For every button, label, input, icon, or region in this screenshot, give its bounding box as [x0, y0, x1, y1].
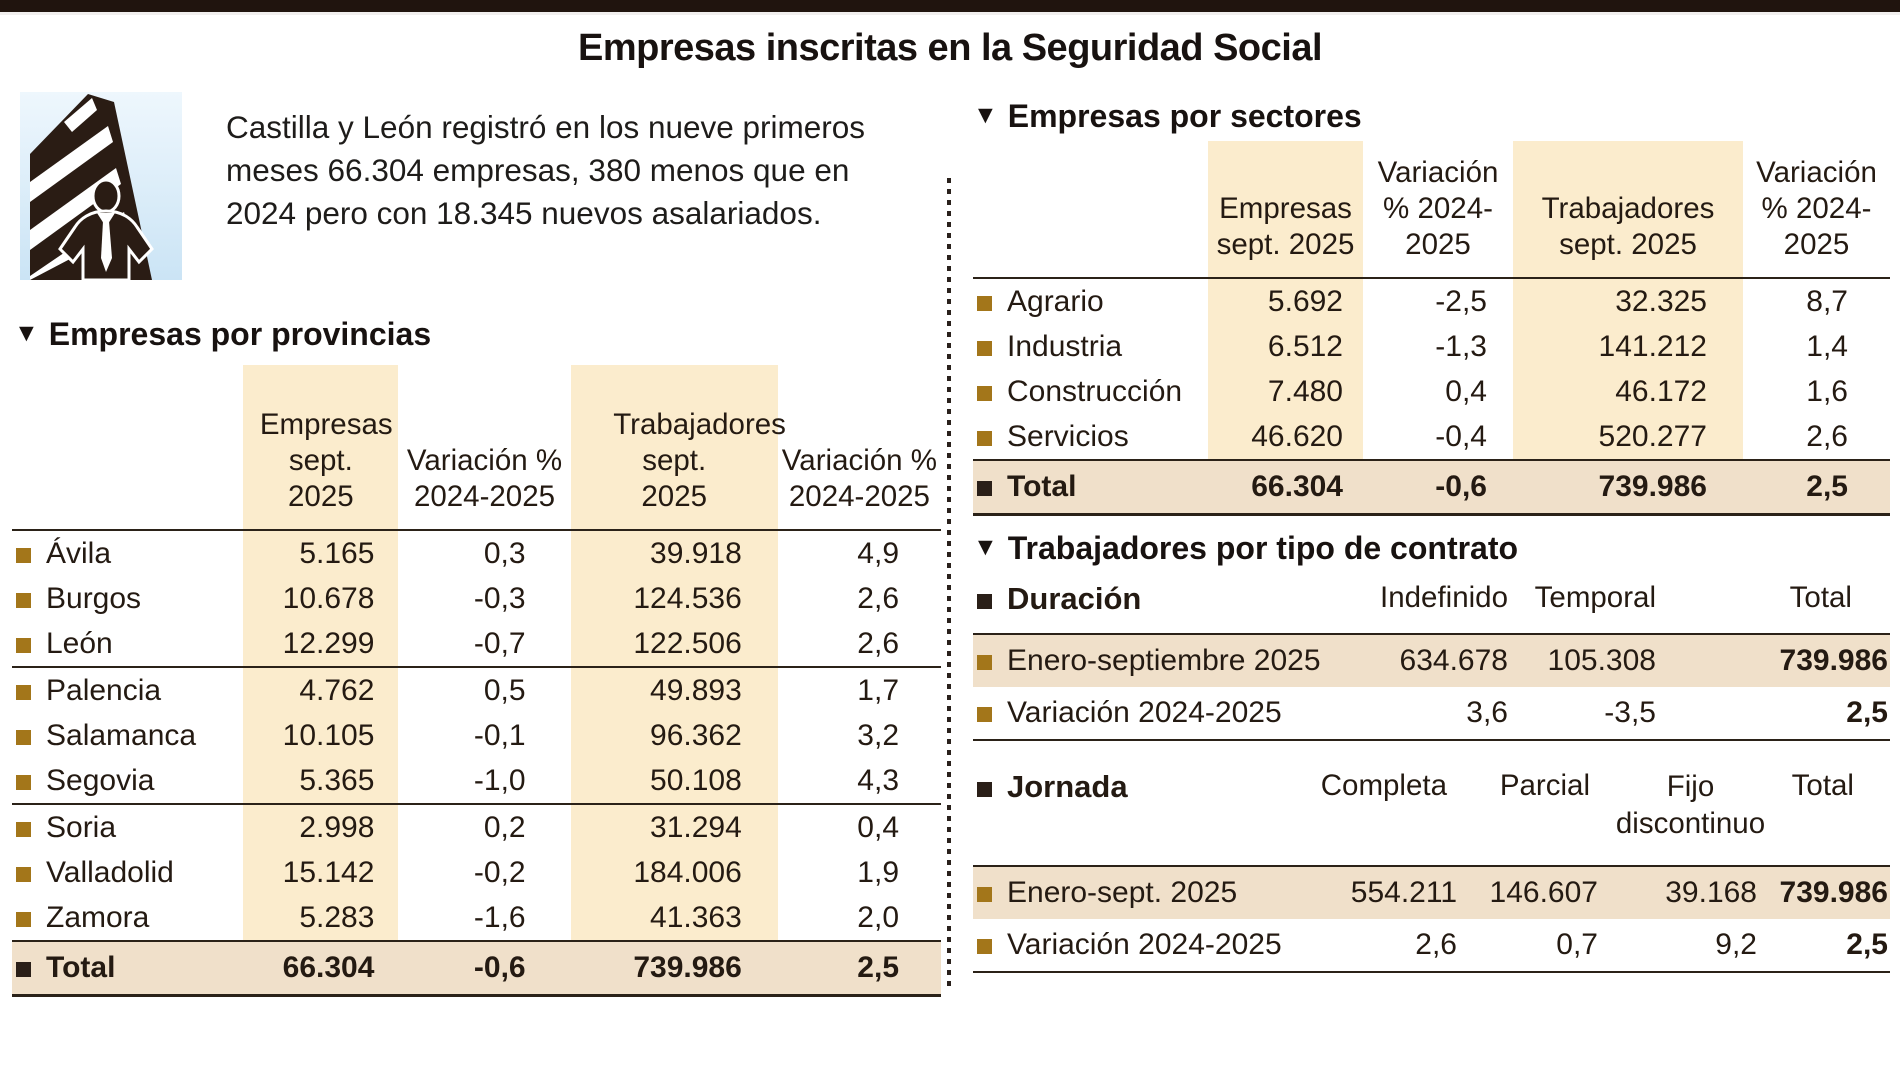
bullet-icon	[16, 822, 31, 837]
num-cell: 2,5	[1743, 460, 1890, 515]
label-cell: Segovia	[12, 758, 243, 804]
num-cell: 2.998	[243, 804, 398, 850]
num-cell: 146.607	[1463, 866, 1608, 919]
col-header: Trabajadores sept. 2025	[571, 365, 778, 530]
table-row	[973, 369, 1890, 414]
num-cell: 50.108	[571, 758, 778, 804]
col-header: Variación % 2024-2025	[398, 365, 570, 530]
num-cell: -0,3	[473, 581, 526, 615]
section-title-contrato	[973, 530, 1890, 567]
num-cell: 4.762	[243, 667, 398, 713]
num-cell: 0,4	[1445, 374, 1487, 408]
table-row	[973, 866, 1890, 919]
num-cell: 141.212	[1513, 324, 1743, 369]
num-cell: -0,7	[398, 621, 570, 667]
num-cell: 634.678	[1358, 634, 1518, 687]
label-cell: Servicios	[973, 414, 1208, 460]
num-cell: -2,5	[1435, 284, 1487, 318]
num-cell: -3,5	[1518, 687, 1666, 740]
label-cell: Burgos	[12, 576, 243, 621]
bullet-icon	[16, 775, 31, 790]
left-column	[12, 74, 947, 997]
col-header: Indefinido	[1358, 575, 1518, 634]
bullet-icon	[16, 962, 31, 977]
section-title-label: Empresas por sectores	[1007, 98, 1362, 134]
table-row	[12, 895, 941, 941]
num-cell: 46.620	[1208, 414, 1363, 460]
num-cell: 4,9	[857, 536, 900, 570]
sectors-table	[973, 141, 1890, 516]
table-row	[12, 530, 941, 576]
bullet-icon	[16, 593, 31, 608]
top-bar	[0, 0, 1900, 15]
triangle-down-icon: ▼	[14, 319, 39, 347]
num-cell: -1,6	[473, 900, 526, 934]
num-cell: 1,6	[1806, 374, 1848, 408]
num-cell: 8,7	[1806, 284, 1848, 318]
num-cell: 739.986	[571, 941, 778, 996]
num-cell: 2,6	[1806, 419, 1848, 453]
num-cell: 96.362	[571, 713, 778, 758]
bullet-icon	[16, 912, 31, 927]
company-building-logo	[12, 90, 190, 282]
bullet-icon	[977, 887, 992, 902]
label-cell: Palencia	[12, 667, 243, 713]
label-cell: Agrario	[973, 278, 1208, 324]
num-cell: 31.294	[571, 804, 778, 850]
table-row	[12, 621, 941, 667]
num-cell: 2,0	[857, 900, 900, 934]
bullet-icon	[977, 296, 992, 311]
num-cell: 5.283	[243, 895, 398, 941]
label-cell: Valladolid	[12, 850, 243, 895]
subheader-row	[973, 575, 1890, 634]
num-cell: 12.299	[243, 621, 398, 667]
total-row	[12, 941, 941, 996]
col-header: Empresas sept. 2025	[1208, 141, 1363, 278]
bullet-icon	[16, 867, 31, 882]
table-row	[12, 758, 941, 804]
label-cell: Variación 2024-2025	[973, 687, 1358, 740]
num-cell: 6.512	[1208, 324, 1363, 369]
num-cell: 5.692	[1208, 278, 1363, 324]
bullet-icon	[977, 655, 992, 670]
col-header: Total	[1773, 763, 1890, 866]
num-cell: 124.536	[571, 576, 778, 621]
bullet-icon	[977, 707, 992, 722]
num-cell: 184.006	[571, 850, 778, 895]
empty-header-cell	[973, 141, 1208, 278]
intro-text: Castilla y León registró en los nueve primeros meses 66.304 empresas, 380 menos que en 2024 pero con 18.345 nuevos asalariados.	[226, 109, 866, 232]
label-cell: Ávila	[12, 530, 243, 576]
num-cell: 39.168	[1608, 866, 1773, 919]
num-cell: -0,4	[1435, 419, 1487, 453]
bullet-icon	[16, 685, 31, 700]
intro-block	[12, 90, 941, 286]
col-header: Total	[1666, 575, 1890, 634]
label-cell: Zamora	[12, 895, 243, 941]
label-cell: Enero-sept. 2025	[973, 866, 1303, 919]
section-title-provincias	[14, 316, 941, 353]
table-row	[973, 687, 1890, 740]
bullet-icon	[977, 782, 992, 797]
jornada-table	[973, 763, 1890, 973]
label-cell: Salamanca	[12, 713, 243, 758]
num-cell: 1,4	[1806, 329, 1848, 363]
num-cell: 2,6	[857, 581, 900, 615]
num-cell: -0,6	[398, 941, 570, 996]
content	[0, 74, 1900, 997]
num-cell: 122.506	[571, 621, 778, 667]
bullet-icon	[16, 638, 31, 653]
table-row	[973, 324, 1890, 369]
num-cell: 39.918	[571, 530, 778, 576]
duracion-table	[973, 575, 1890, 741]
label-cell: Variación 2024-2025	[973, 919, 1303, 972]
table-row	[973, 414, 1890, 460]
subsection-label: Duración	[973, 575, 1358, 634]
num-cell: 0,4	[857, 810, 900, 844]
label-cell: León	[12, 621, 243, 667]
bullet-icon	[977, 431, 992, 446]
num-cell: 2,5	[1666, 687, 1890, 740]
num-cell: 5.365	[243, 758, 398, 804]
num-cell: 32.325	[1513, 278, 1743, 324]
num-cell: 10.678	[243, 576, 398, 621]
label-cell: Total	[973, 460, 1208, 515]
num-cell: 49.893	[571, 667, 778, 713]
num-cell: 0,5	[483, 673, 526, 707]
col-header: Variación % 2024-2025	[1743, 141, 1890, 278]
num-cell: 9,2	[1608, 919, 1773, 972]
table-row	[12, 667, 941, 713]
table-row	[12, 576, 941, 621]
right-column	[951, 74, 1892, 997]
col-header: Empresas sept. 2025	[243, 365, 398, 530]
num-cell: 739.986	[1513, 460, 1743, 515]
subheader-row	[973, 763, 1890, 866]
header-row	[12, 365, 941, 530]
label-cell: Industria	[973, 324, 1208, 369]
table-row	[973, 919, 1890, 972]
num-cell: 10.105	[243, 713, 398, 758]
table-row	[973, 634, 1890, 687]
col-header: Fijo discontinuo	[1608, 763, 1773, 866]
empty-header-cell	[12, 365, 243, 530]
table-row	[12, 850, 941, 895]
table-row	[12, 804, 941, 850]
num-cell: 0,2	[483, 810, 526, 844]
bullet-icon	[977, 939, 992, 954]
col-header: Trabajadores sept. 2025	[1513, 141, 1743, 278]
col-header: Completa	[1303, 763, 1463, 866]
num-cell: 5.165	[243, 530, 398, 576]
num-cell: 520.277	[1513, 414, 1743, 460]
num-cell: 41.363	[571, 895, 778, 941]
total-row	[973, 460, 1890, 515]
num-cell: 0,7	[1463, 919, 1608, 972]
num-cell: 46.172	[1513, 369, 1743, 414]
num-cell: 3,6	[1358, 687, 1518, 740]
num-cell: 3,2	[857, 718, 900, 752]
col-header: Variación % 2024-2025	[1363, 141, 1513, 278]
num-cell: 105.308	[1518, 634, 1666, 687]
label-cell: Soria	[12, 804, 243, 850]
num-cell: 0,3	[483, 536, 526, 570]
label-cell: Construcción	[973, 369, 1208, 414]
label-cell: Total	[12, 941, 243, 996]
num-cell: 2,6	[1303, 919, 1463, 972]
num-cell: 739.986	[1666, 634, 1890, 687]
bullet-icon	[16, 548, 31, 563]
num-cell: 15.142	[243, 850, 398, 895]
header-row	[973, 141, 1890, 278]
num-cell: 2,6	[778, 621, 941, 667]
num-cell: 554.211	[1303, 866, 1463, 919]
bullet-icon	[977, 594, 992, 609]
bullet-icon	[977, 341, 992, 356]
num-cell: 66.304	[1208, 460, 1363, 515]
num-cell: 66.304	[243, 941, 398, 996]
num-cell: -1,3	[1435, 329, 1487, 363]
table-row	[973, 278, 1890, 324]
triangle-down-icon: ▼	[973, 101, 998, 129]
section-title-label: Empresas por provincias	[48, 316, 432, 352]
section-title-sectores	[973, 98, 1890, 135]
num-cell: -0,6	[1363, 460, 1513, 515]
col-header: Variación % 2024-2025	[778, 365, 941, 530]
col-header: Parcial	[1463, 763, 1608, 866]
table-row	[12, 713, 941, 758]
subsection-label: Jornada	[973, 763, 1303, 866]
num-cell: 739.986	[1773, 866, 1890, 919]
num-cell: -0,2	[473, 855, 526, 889]
section-title-label: Trabajadores por tipo de contrato	[1007, 530, 1519, 566]
num-cell: -1,0	[398, 758, 570, 804]
num-cell: 2,5	[1773, 919, 1890, 972]
provinces-table	[12, 365, 941, 997]
page-title: Empresas inscritas en la Seguridad Social	[577, 27, 1323, 69]
label-cell: Enero-septiembre 2025	[973, 634, 1358, 687]
num-cell: 1,7	[857, 673, 900, 707]
num-cell: -0,1	[473, 718, 526, 752]
bullet-icon	[16, 730, 31, 745]
col-header: Temporal	[1518, 575, 1666, 634]
num-cell: 2,5	[778, 941, 941, 996]
bullet-icon	[977, 386, 992, 401]
num-cell: 7.480	[1208, 369, 1363, 414]
num-cell: 4,3	[778, 758, 941, 804]
triangle-down-icon: ▼	[973, 533, 998, 561]
bullet-icon	[977, 481, 992, 496]
num-cell: 1,9	[857, 855, 900, 889]
